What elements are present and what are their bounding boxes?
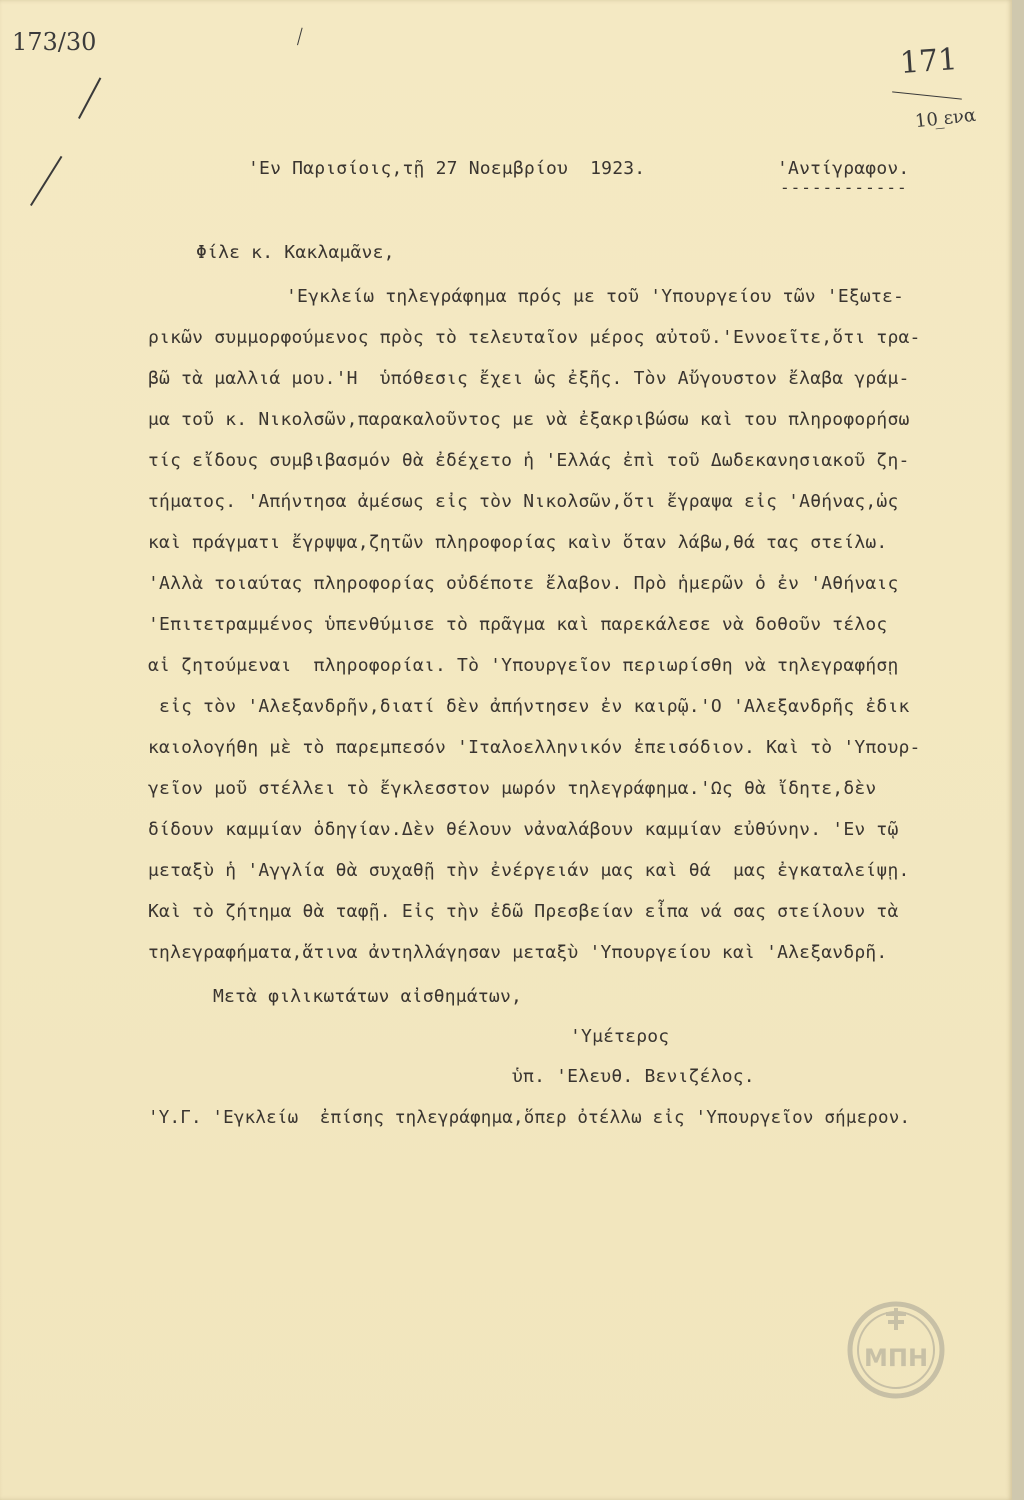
body-line: ρικῶν συμμορφούμενος πρὸς τὸ τελευταῖον μέρος αὐτοῦ.'Εννοεῖτε,ὅτι τρα- — [148, 327, 921, 348]
pencil-stroke-3 — [297, 28, 303, 46]
body-line: εἰς τὸν 'Αλεξανδρῆν,διατί δὲν ἀπήντησεν ἐν καιρῷ.'Ο 'Αλεξανδρῆς ἐδικ — [148, 696, 910, 717]
pencil-stroke-1 — [78, 77, 101, 118]
body-line: 'Επιτετραμμένος ὑπενθύμισε τὸ πρᾶγμα καὶ παρεκάλεσε νὰ δοθοῦν τέλος — [148, 614, 888, 635]
body-line: 'Αλλὰ τοιαύτας πληροφορίας οὐδέποτε ἔλαβον. Πρὸ ἡμερῶν ὁ ἐν 'Αθήναις — [148, 573, 899, 594]
salutation: Φίλε κ. Κακλαμᾶνε, — [196, 242, 395, 263]
body-line: καὶ πράγματι ἔγρψψα,ζητῶν πληροφορίας καὶν ὅταν λάβω,θά τας στείλω. — [148, 532, 888, 553]
signature-name: ὑπ. 'Ελευθ. Βενιζέλος. — [512, 1066, 755, 1087]
body-line: γεῖον μοῦ στέλλει τὸ ἔγκλεσστον μωρόν τηλεγράφημα.'Ως θὰ ἴδητε,δὲν — [148, 778, 877, 799]
library-stamp-icon — [846, 1300, 946, 1400]
archive-number: 173/30 — [12, 28, 97, 56]
body-line: τίς εἴδους συμβιβασμόν θὰ ἐδέχετο ἡ 'Ελλάς ἐπὶ τοῦ Δωδεκανησιακοῦ ζη- — [148, 450, 910, 471]
body-line: αἱ ζητούμεναι πληροφορίαι. Τὸ 'Υπουργεῖον περιωρίσθη νὰ τηλεγραφήσῃ — [148, 655, 899, 676]
place-date: 'Εν Παρισίοις,τῇ 27 Νοεμβρίου 1923. — [248, 158, 646, 179]
svg-text:ΜΠΗ: ΜΠΗ — [863, 1344, 929, 1372]
body-line: δίδουν καμμίαν ὁδηγίαν.Δὲν θέλουν νἀναλάβουν καμμίαν εὐθύνην. 'Εν τῷ — [148, 819, 899, 840]
page-number: 171 — [898, 42, 959, 81]
copy-label-underline: ------------ — [780, 178, 908, 197]
postscript: 'Υ.Γ. 'Εγκλείω ἐπίσης τηλεγράφημα,ὅπερ ὀτέλλω εἰς 'Υπουργεῖον σήμερον. — [148, 1108, 911, 1128]
body-line: Καὶ τὸ ζήτημα θὰ ταφῇ. Εἰς τὴν ἐδῶ Πρεσβείαν εἶπα νά σας στείλουν τὰ — [148, 901, 899, 922]
copy-label: 'Αντίγραφον. — [777, 158, 910, 179]
body-line: τηλεγραφήματα,ἅτινα ἀντηλλάγησαν μεταξὺ 'Υπουργείου καὶ 'Αλεξανδρῆ. — [148, 942, 888, 963]
body-line: μεταξὺ ἡ 'Αγγλία θὰ συχαθῇ τὴν ἐνέργειάν μας καὶ θά μας ἐγκαταλείψῃ. — [148, 860, 910, 881]
page-note: 10 ̲ενα — [914, 104, 977, 133]
body-line: μα τοῦ κ. Νικολσῶν,παρακαλοῦντος με νὰ ἐξακριβώσω καὶ του πληροφορήσω — [148, 409, 910, 430]
body-line: τήματος. 'Απήντησα ἀμέσως εἰς τὸν Νικολσῶν,ὅτι ἔγραψα εἰς 'Αθήνας,ὡς — [148, 491, 899, 512]
closing: Μετὰ φιλικωτάτων αἰσθημάτων, — [213, 986, 523, 1007]
page-number-underline — [892, 91, 962, 99]
signature-title: 'Υμέτερος — [570, 1026, 670, 1047]
body-line: 'Εγκλείω τηλεγράφημα πρός με τοῦ 'Υπουργείου τῶν 'Εξωτε- — [286, 286, 905, 307]
pencil-stroke-2 — [30, 156, 62, 206]
body-line: καιολογήθη μὲ τὸ παρεμπεσόν 'Ιταλοελληνικόν ἐπεισόδιον. Καὶ τὸ 'Υπουρ- — [148, 737, 921, 758]
body-line: βῶ τὰ μαλλιά μου.'Η ὑπόθεσις ἔχει ὡς ἐξῆς. Τὸν Αὔγουστον ἔλαβα γράμ- — [148, 368, 910, 389]
